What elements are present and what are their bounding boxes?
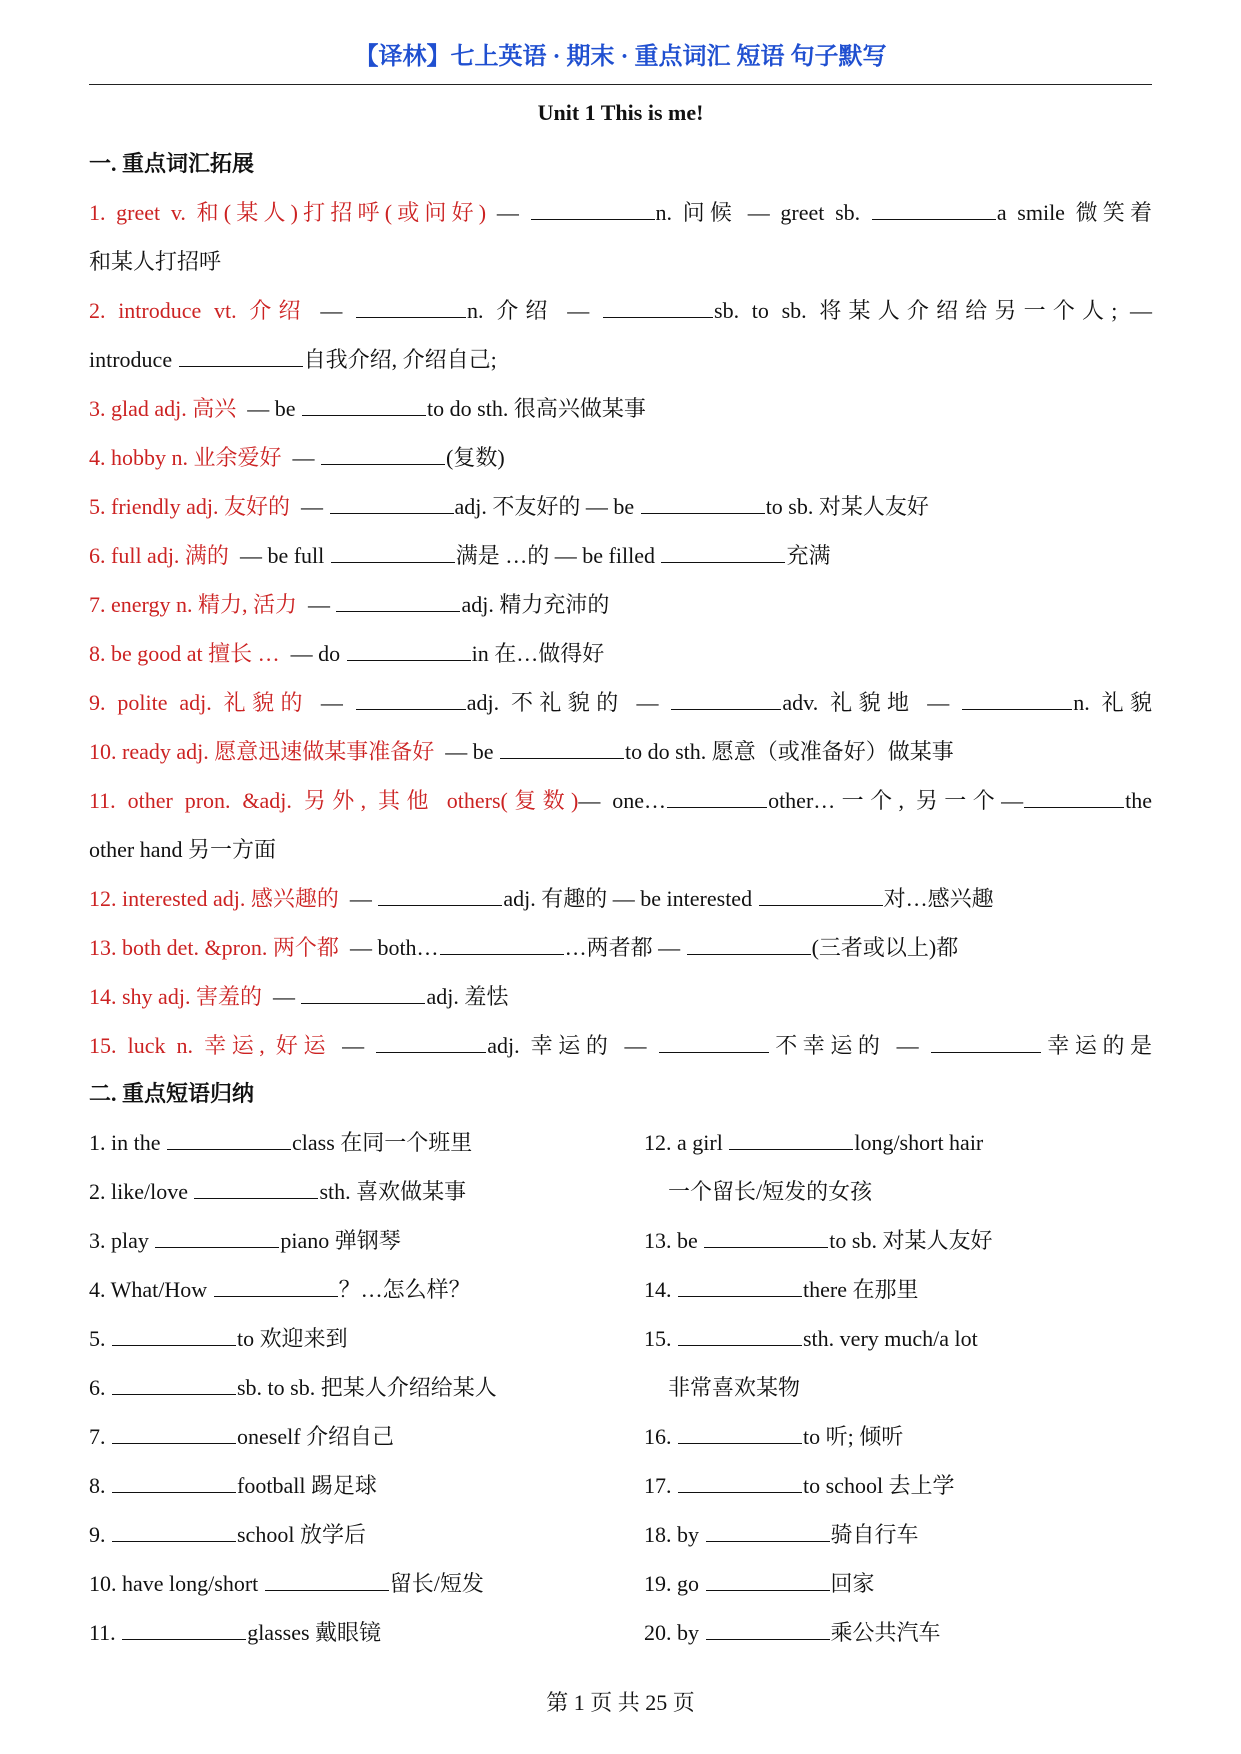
- answer-blank[interactable]: [661, 561, 785, 563]
- answer-blank[interactable]: [347, 659, 471, 661]
- vocab-item-6: 6. full adj. 满的 — be full 满是 …的 — be filled 充满: [89, 543, 831, 568]
- vocab-item-1-cont: 和某人打招呼: [89, 249, 222, 274]
- answer-blank[interactable]: [706, 1589, 830, 1591]
- answer-blank[interactable]: [678, 1344, 802, 1346]
- phrase-item-19: 19. go 回家: [644, 1571, 875, 1596]
- answer-blank[interactable]: [321, 463, 445, 465]
- answer-blank[interactable]: [155, 1246, 279, 1248]
- vocab-item-12: 12. interested adj. 感兴趣的 — adj. 有趣的 — be interested 对…感兴趣: [89, 886, 994, 911]
- answer-blank[interactable]: [112, 1344, 236, 1346]
- vocab-item-14: 14. shy adj. 害羞的 — adj. 羞怯: [89, 984, 509, 1009]
- answer-blank[interactable]: [112, 1540, 236, 1542]
- answer-blank[interactable]: [1024, 806, 1124, 808]
- answer-blank[interactable]: [704, 1246, 828, 1248]
- answer-blank[interactable]: [356, 708, 466, 710]
- answer-blank[interactable]: [376, 1051, 486, 1053]
- vocab-item-8: 8. be good at 擅长 … — do in 在…做得好: [89, 641, 605, 666]
- answer-blank[interactable]: [112, 1491, 236, 1493]
- phrase-item-2: 2. like/love sth. 喜欢做某事: [89, 1179, 467, 1204]
- answer-blank[interactable]: [179, 365, 303, 367]
- vocab-item-7: 7. energy n. 精力, 活力 — adj. 精力充沛的: [89, 592, 610, 617]
- answer-blank[interactable]: [336, 610, 460, 612]
- answer-blank[interactable]: [671, 708, 781, 710]
- vocab-item-3: 3. glad adj. 高兴 — be to do sth. 很高兴做某事: [89, 396, 646, 421]
- answer-blank[interactable]: [659, 1051, 769, 1053]
- vocab-item-1: 1. greet v. 和(某人)打招呼(或问好) — n. 问候 — greet sb. a smile 微笑着: [89, 200, 1152, 225]
- page-number: 第 1 页 共 25 页: [546, 1690, 695, 1715]
- answer-blank[interactable]: [302, 414, 426, 416]
- answer-blank[interactable]: [356, 316, 466, 318]
- section-title-phrases: 二. 重点短语归纳: [89, 1081, 255, 1106]
- phrase-item-11: 11. glasses 戴眼镜: [89, 1620, 382, 1645]
- answer-blank[interactable]: [706, 1540, 830, 1542]
- answer-blank[interactable]: [872, 218, 996, 220]
- vocab-item-2: 2. introduce vt. 介绍 — n. 介绍 — sb. to sb. 将某人介绍给另一个人; —: [89, 298, 1153, 323]
- answer-blank[interactable]: [214, 1295, 338, 1297]
- vocab-item-11: 11. other pron. &adj. 另外, 其他 others(复数)— one… other…一个, 另一个— the: [89, 788, 1152, 813]
- unit-title: Unit 1 This is me!: [537, 100, 704, 125]
- phrase-item-5: 5. to 欢迎来到: [89, 1326, 348, 1351]
- phrase-item-8: 8. football 踢足球: [89, 1473, 377, 1498]
- section-title-vocabulary: 一. 重点词汇拓展: [89, 151, 255, 176]
- answer-blank[interactable]: [641, 512, 765, 514]
- answer-blank[interactable]: [167, 1148, 291, 1150]
- phrase-item-4: 4. What/How ？…怎么样？: [89, 1277, 471, 1302]
- answer-blank[interactable]: [265, 1589, 389, 1591]
- phrase-item-7: 7. oneself 介绍自己: [89, 1424, 395, 1449]
- answer-blank[interactable]: [440, 953, 564, 955]
- answer-blank[interactable]: [301, 1002, 425, 1004]
- header-divider: [89, 84, 1152, 85]
- vocab-item-10: 10. ready adj. 愿意迅速做某事准备好 — be to do sth. 愿意（或准备好）做某事: [89, 739, 954, 764]
- answer-blank[interactable]: [706, 1638, 830, 1640]
- vocab-item-9: 9. polite adj. 礼貌的 — adj. 不礼貌的 — adv. 礼貌地 — n. 礼貌: [89, 690, 1152, 715]
- vocab-head: 1. greet v. 和(某人)打招呼(或问好): [89, 200, 487, 225]
- phrase-item-15-meaning: 非常喜欢某物: [668, 1375, 801, 1400]
- answer-blank[interactable]: [112, 1393, 236, 1395]
- answer-blank[interactable]: [331, 561, 455, 563]
- answer-blank[interactable]: [678, 1491, 802, 1493]
- answer-blank[interactable]: [378, 904, 502, 906]
- answer-blank[interactable]: [112, 1442, 236, 1444]
- vocab-item-2-cont: introduce 自我介绍, 介绍自己;: [89, 347, 497, 372]
- answer-blank[interactable]: [194, 1197, 318, 1199]
- phrase-item-15: 15. sth. very much/a lot: [644, 1326, 978, 1351]
- answer-blank[interactable]: [931, 1051, 1041, 1053]
- phrase-item-16: 16. to 听; 倾听: [644, 1424, 904, 1449]
- phrase-item-12-meaning: 一个留长/短发的女孩: [668, 1179, 873, 1204]
- phrase-item-3: 3. play piano 弹钢琴: [89, 1228, 401, 1253]
- phrase-item-1: 1. in the class 在同一个班里: [89, 1130, 473, 1155]
- phrase-item-12: 12. a girl long/short hair: [644, 1130, 984, 1155]
- content: [89, 140, 1152, 1657]
- header-title: 【译林】七上英语 · 期末 · 重点词汇 短语 句子默写: [354, 44, 887, 70]
- vocab-item-5: 5. friendly adj. 友好的 — adj. 不友好的 — be to sb. 对某人友好: [89, 494, 929, 519]
- phrase-item-20: 20. by 乘公共汽车: [644, 1620, 941, 1645]
- phrase-item-6: 6. sb. to sb. 把某人介绍给某人: [89, 1375, 497, 1400]
- vocab-item-4: 4. hobby n. 业余爱好 — (复数): [89, 445, 505, 470]
- phrase-item-13: 13. be to sb. 对某人友好: [644, 1228, 993, 1253]
- answer-blank[interactable]: [678, 1442, 802, 1444]
- answer-blank[interactable]: [122, 1638, 246, 1640]
- vocab-item-15: 15. luck n. 幸运, 好运 — adj. 幸运的 — 不幸运的 — 幸运的是: [89, 1033, 1153, 1058]
- phrase-columns: [89, 1118, 1152, 1657]
- answer-blank[interactable]: [531, 218, 655, 220]
- phrase-item-17: 17. to school 去上学: [644, 1473, 955, 1498]
- vocab-item-13: 13. both det. &pron. 两个都 — both… …两者都 — (三者或以上)都: [89, 935, 959, 960]
- answer-blank[interactable]: [603, 316, 713, 318]
- phrase-column-right: [644, 1118, 1152, 1657]
- phrase-item-18: 18. by 骑自行车: [644, 1522, 919, 1547]
- answer-blank[interactable]: [667, 806, 767, 808]
- answer-blank[interactable]: [330, 512, 454, 514]
- phrase-item-9: 9. school 放学后: [89, 1522, 366, 1547]
- answer-blank[interactable]: [687, 953, 811, 955]
- phrase-item-14: 14. there 在那里: [644, 1277, 919, 1302]
- answer-blank[interactable]: [729, 1148, 853, 1150]
- phrase-item-10: 10. have long/short 留长/短发: [89, 1571, 484, 1596]
- answer-blank[interactable]: [962, 708, 1072, 710]
- answer-blank[interactable]: [678, 1295, 802, 1297]
- answer-blank[interactable]: [759, 904, 883, 906]
- vocab-head: 2. introduce vt. 介绍: [89, 298, 308, 323]
- answer-blank[interactable]: [500, 757, 624, 759]
- phrase-column-left: [89, 1118, 644, 1657]
- vocab-item-11-cont: other hand 另一方面: [89, 837, 276, 862]
